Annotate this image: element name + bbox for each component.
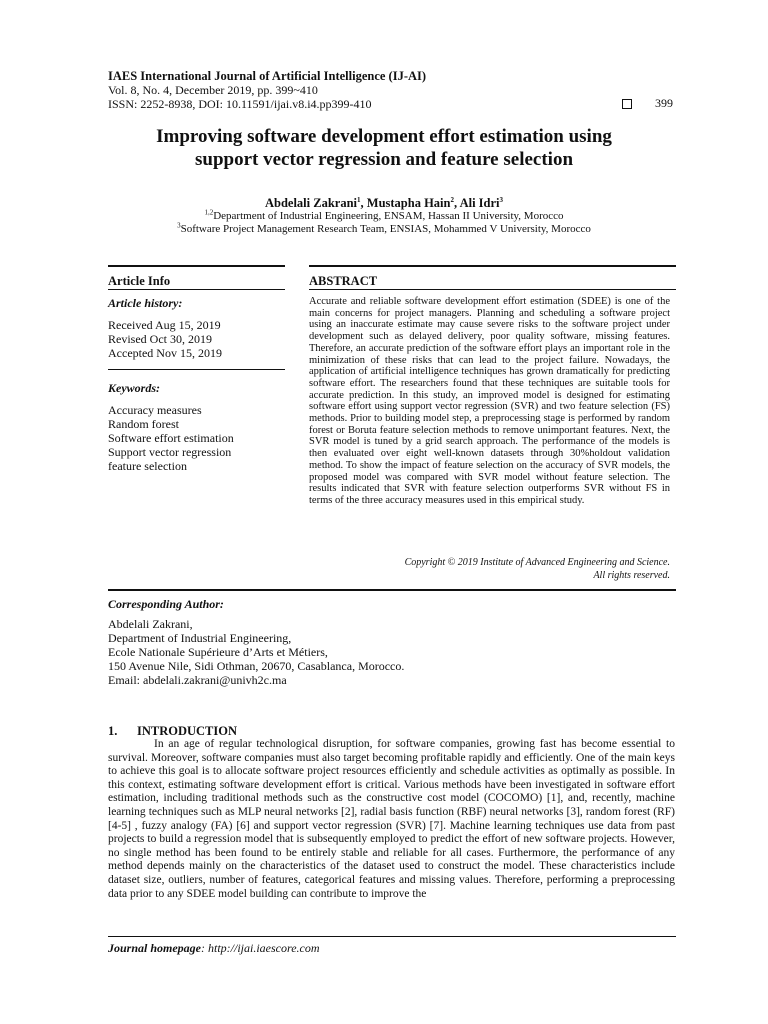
copyright-line-1: Copyright © 2019 Institute of Advanced Engineering and Science. [404,557,670,568]
issn-doi: ISSN: 2252-8938, DOI: 10.11591/ijai.v8.i4.pp399-410 [108,97,372,111]
journal-name: IAES International Journal of Artificial Intelligence (IJ-AI) [108,69,427,83]
abstract-body: Accurate and reliable software development effort estimation (SDEE) is one of the main concerns for project managers. Planning and scheduling a software project using an inaccurate estimate may cause severe risks to the software project under development such as delayed delivery, poor quality software, missing features. Therefore, an accurate prediction of the software effort plays an important role in the minimization of these risks that can lead to the project failure. Nowadays, the application of artificial intelligence techniques has grown dramatically for predicting software effort. The researchers found that these techniques are suitable tools for accurate prediction. In this study, an improved model is designed for estimating software effort using support vector regression (SVR) and two feature selection (FS) methods. Prior to building model step, a preprocessing stage is performed by random forest or Boruta feature selection methods to remove unimportant features. Next, the SVR model is tuned by a grid search approach. The performance of the models is then evaluated over eight well-known datasets through 30%holdout validation method. To show the impact of feature selection on the accuracy of SVR models, the proposed model was compared with SVR model without feature selection. The results indicated that SVR with feature selection outperforms SVR without FS in terms of the three accuracy measures used in this empirical study. [309,296,670,506]
author-name: Abdelali Zakrani [264,196,358,210]
keyword: Software effort estimation [108,431,234,445]
history-received: Received Aug 15, 2019 [108,318,221,332]
journal-homepage [108,941,320,956]
paper-title [60,125,708,171]
affiliation-text: Software Project Management Research Team, ENSIAS, Mohammed V University, Morocco [180,223,591,235]
abstract-sub-rule [309,289,676,290]
section-title: INTRODUCTION [137,724,238,738]
corr-line: Abdelali Zakrani, [108,617,193,631]
abstract-top-rule [309,265,676,267]
keyword: feature selection [108,459,187,473]
author-sep: , [360,196,367,210]
info-bottom-rule [108,589,676,591]
author-name: Ali Idri [459,196,500,210]
abstract-heading: ABSTRACT [309,274,378,288]
corresponding-author-block [108,617,404,687]
corr-line: Ecole Nationale Supérieure d’Arts et Métiers, [108,645,328,659]
history-revised: Revised Oct 30, 2019 [108,332,212,346]
author-sep: , [454,196,460,210]
affiliation-2 [0,223,768,235]
corr-email: Email: abdelali.zakrani@univh2c.ma [108,673,287,687]
volume-info: Vol. 8, No. 4, December 2019, pp. 399~410 [108,83,318,97]
article-info-sub-rule [108,289,285,290]
section-number: 1. [108,724,118,738]
article-history-list [108,318,222,360]
keyword: Accuracy measures [108,403,202,417]
article-info-top-rule [108,265,285,267]
affiliation-1 [0,210,768,222]
footer-rule [108,936,676,937]
author-sup: 3 [499,195,503,204]
corresponding-author-label: Corresponding Author: [108,597,224,611]
keywords-list [108,403,234,473]
corr-line: Department of Industrial Engineering, [108,631,292,645]
copyright-line-2: All rights reserved. [593,569,670,581]
keyword: Support vector regression [108,445,232,459]
page-number: 399 [655,96,673,110]
affiliation-text: Department of Industrial Engineering, ENSAM, Hassan II University, Morocco [213,210,564,222]
author-name: Mustapha Hain [366,196,451,210]
copyright-notice [309,557,670,582]
author-list [0,196,768,211]
author-sup: 1 [357,195,361,204]
keywords-label: Keywords: [108,381,160,395]
article-info-heading: Article Info [108,274,171,288]
author-sup: 2 [450,195,454,204]
affiliation-sup: 1,2 [204,208,214,217]
title-line-2: support vector regression and feature selection [194,149,574,170]
keywords-rule [108,369,285,370]
keyword: Random forest [108,417,179,431]
history-accepted: Accepted Nov 15, 2019 [108,346,222,360]
corr-line: 150 Avenue Nile, Sidi Othman, 20670, Casablanca, Morocco. [108,659,405,673]
introduction-body: In an age of regular technological disruption, for software companies, growing fast has become essential to survival. Moreover, software companies must also target becoming profitable rapidly and efficiently. One of the main keys to achieve this goal is to allocate software project resources efficiently and schedule activities as optimally as possible. In this context, estimating software development effort is critical. Various methods have been investigated in software effort estimation, including traditional methods such as the constructive cost model (COCOMO) [1], and, recently, machine learning techniques such as MLP neural networks [2], radial basis function (RBF) neural networks [3], random forest (RF) [4-5] , fuzzy analogy (FA) [6] and support vector regression (SVR) [7]. Machine learning techniques use data from past projects to build a regression model that is subsequently employed to predict the effort of new software projects. However, no single method has been found to be entirely stable and reliable for all cases. Furthermore, the performance of any method depends mainly on the characteristics of the dataset used to construct the model. These characteristics include dataset size, outliers, number of features, categorical features and missing values. Therefore, performing a preprocessing data prior to any SDEE model building can contribute to improve the [108,738,675,900]
journal-homepage-link[interactable]: : http://ijai.iaescore.com [201,941,320,955]
title-line-1: Improving software development effort estimation using [156,126,612,147]
article-history-label: Article history: [108,296,183,310]
square-icon [622,99,632,109]
section-heading-introduction [108,724,237,739]
affiliation-sup: 3 [177,221,181,230]
journal-homepage-label: Journal homepage [108,941,202,955]
